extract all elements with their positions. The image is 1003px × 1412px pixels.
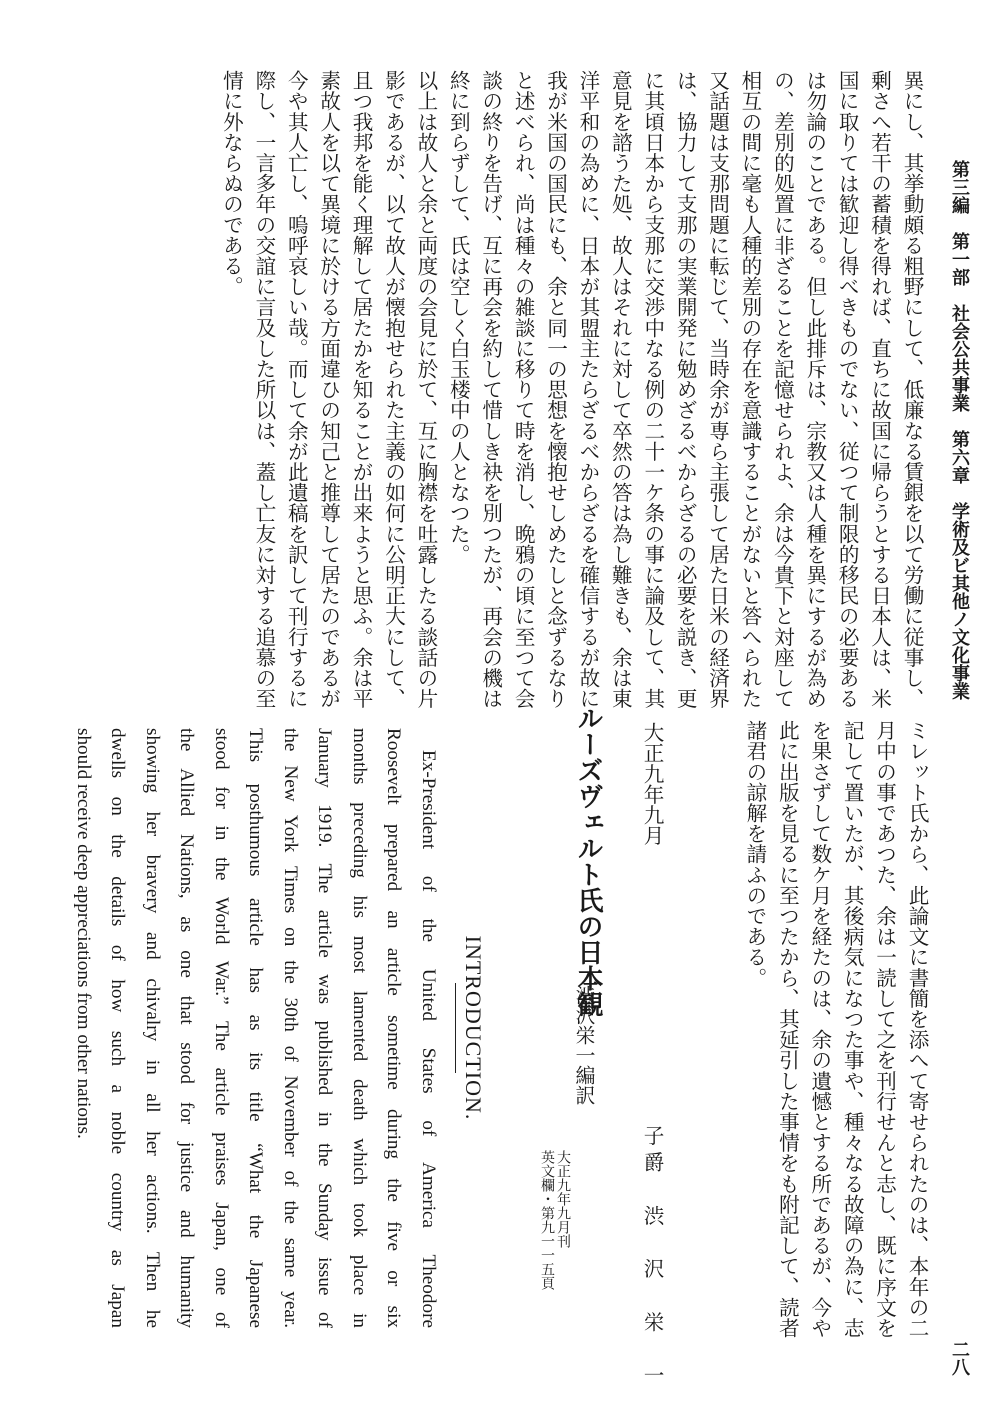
text-column: 終に到らずして、氏は空しく白玉楼中の人となつた。 (446, 70, 471, 565)
text-column: 剰さへ若干の蓄積を得れば、直ちに故国に帰らうとする日本人は、米 (867, 70, 892, 709)
text-column: 又話題は支那問題に転じて、当時余が専ら主張して居た日米の経済界 (705, 70, 730, 709)
text-column: ミレット氏から、此論文に書簡を添へて寄せられたのは、本年の二 (905, 720, 929, 1338)
text-column: 記して置いたが、其後病気になつた事や、種々なる故障の為に、志 (840, 720, 865, 1338)
text-column: の、差別的処置に非ざることを記憶せられよ、余は今貴下と対座して (770, 70, 795, 709)
english-line: January 1919. The article was published in the Sunday issue of (314, 728, 336, 1328)
article-title: ルーズヴェルト氏の日本観 (573, 705, 603, 1017)
english-line: stood for in the World War.” The article praises Japan, one of (211, 728, 232, 1328)
text-column: 且つ我邦を能く理解して居たかを知ることが出来ようと思ふ。余は平 (349, 70, 374, 709)
text-column: 諸君の諒解を請ふのである。 (742, 720, 767, 988)
text-column: 談の終りを告げ、互に再会を約して惜しき袂を別つたが、再会の機は (478, 70, 503, 709)
text-column: は勿論のことである。但し此排斥は、宗教又は人種を異にするが為め (802, 70, 827, 709)
text-column: 影であるが、以て故人が懐抱せられた主義の如何に公明正大にして、 (381, 70, 406, 709)
text-column: 以上は故人と余と両度の会見に於て、互に胸襟を吐露したる談話の片 (413, 70, 438, 709)
text-column: 意見を諮うた処、故人はそれに対して卒然の答は為し難きも、余は東 (608, 70, 633, 709)
english-heading: INTRODUCTION. (461, 935, 486, 1121)
english-line: showing her bravery and chivalry in all her actions. Then he (142, 728, 163, 1328)
article-editor: 渋沢栄一編訳 (572, 985, 596, 1105)
text-column: 我が米国の国民にも、余と同一の思想を懐抱せしめたしと念ずるなり (543, 70, 568, 709)
bottom-body-text (663, 720, 933, 1338)
source-note-1: 英文欄・第九一一五頁 (539, 1150, 555, 1290)
english-line: This posthumous article has as its title “What the Japanese (245, 728, 267, 1328)
source-note-2: 大正九年九月刊 (555, 1150, 571, 1248)
text-column: に其頃日本から支那に交渉中なる例の二十一ケ条の事に論及して、其 (640, 70, 665, 709)
text-column: 情に外ならぬのである。 (219, 70, 244, 297)
text-column: 月中の事であつた、余は一読して之を刊行せんと志し、既に序文を (872, 720, 897, 1338)
text-column: 此に出版を見るに至つたから、其延引した事情をも附記して、読者 (775, 720, 800, 1338)
english-line: dwells on the details of how such a noble country as Japan (107, 728, 129, 1328)
signature: 子爵 渋 沢 栄 一 (640, 1125, 664, 1391)
english-section (73, 728, 488, 1338)
text-column: 洋平和の為めに、日本が其盟主たらざるべからざるを確信するが故に (575, 70, 600, 709)
english-line: the Allied Nations, as one that stood for justice and humanity (176, 728, 198, 1328)
english-line: months preceding his most lamented death which took place in (349, 728, 370, 1328)
english-line: the New York Times on the 30th of November of the same year. (280, 728, 301, 1328)
text-column: は、協力して支那の実業開発に勉めざるべからざるの必要を説き、更 (673, 70, 698, 709)
text-column: 国に取りては歓迎し得べきものでない、従つて制限的移民の必要ある (835, 70, 860, 709)
text-column: 異にし、其挙動頗る粗野にして、低廉なる賃銀を以て労働に従事し、 (900, 70, 924, 709)
text-column: 素故人を以て異境に於ける方面違ひの知己と推尊して居たのであるが (316, 70, 341, 709)
text-column: 相互の間に毫も人種的差別の存在を意識することがないと答へられた (737, 70, 762, 709)
text-column: を果さずして数ケ月を経たのは、余の遺憾とする所であるが、今や (807, 720, 832, 1338)
text-column: 今や其人亡し、嗚呼哀しい哉。而して余が此遺稿を訳して刊行するに (284, 70, 309, 709)
text-column: 際し、一言多年の交誼に言及した所以は、蓋し亡友に対する追慕の至 (251, 70, 276, 709)
text-column: と述べられ、尚は種々の雑談に移りて時を消し、晩鴉の頃に至つて会 (511, 70, 536, 709)
english-paragraph (66, 728, 446, 1328)
heading-rule (455, 983, 456, 1073)
running-header: 第三編 第一部 社会公共事業 第六章 学術及ビ其他ノ文化事業 (949, 160, 970, 700)
english-line: Ex-President of the United States of America Theodore (418, 750, 439, 1328)
english-line: should receive deep appreciations from other nations. (73, 728, 94, 1139)
top-body-text (48, 70, 928, 709)
date-line: 大正九年九月 (640, 722, 664, 846)
english-line: Roosevelt prepared an article sometime during the five or six (383, 728, 405, 1328)
page-number: 二八 (949, 1340, 970, 1376)
